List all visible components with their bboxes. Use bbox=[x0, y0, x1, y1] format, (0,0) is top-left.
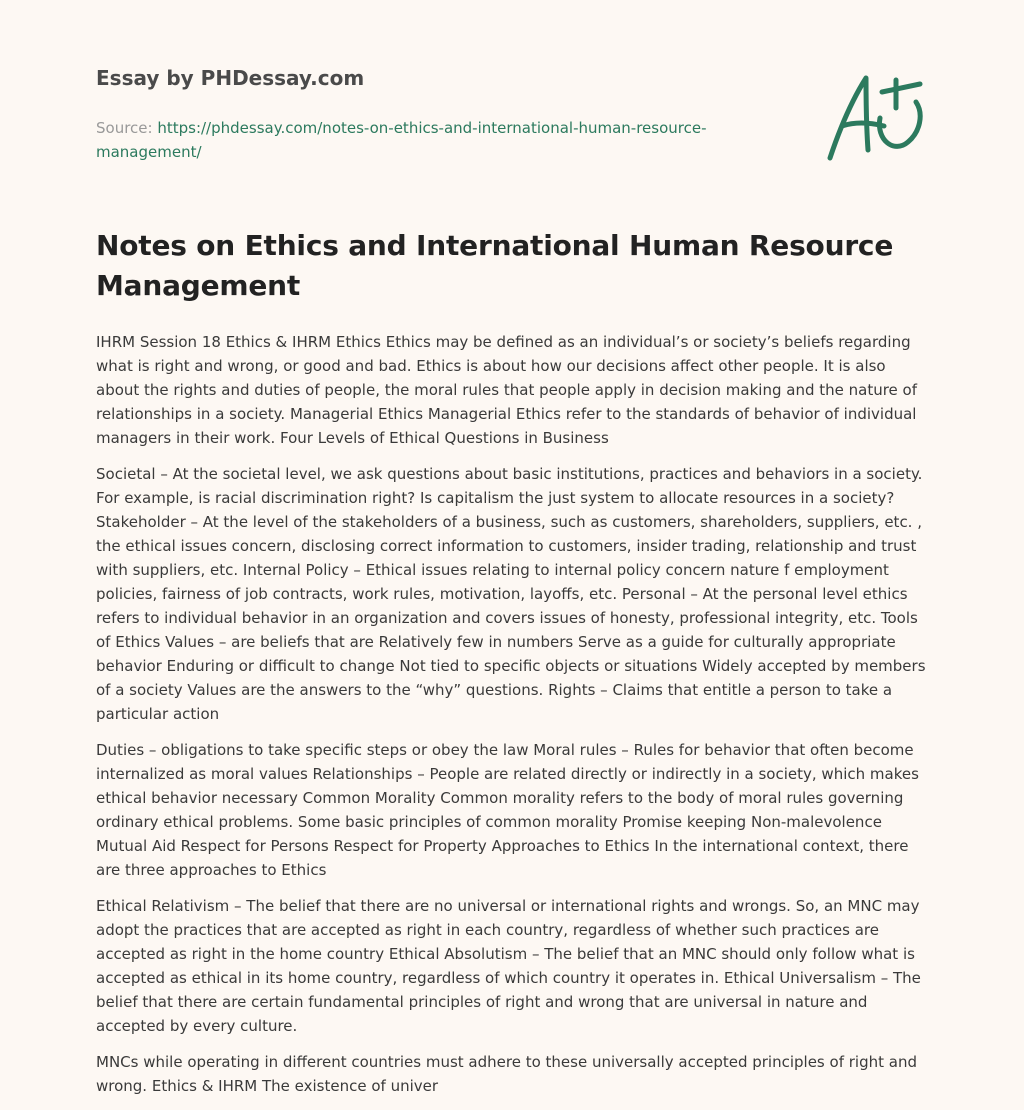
a-plus-logo-icon bbox=[822, 66, 932, 166]
essay-body bbox=[96, 226, 932, 1110]
essay-title: Notes on Ethics and International Human Resource Management bbox=[96, 229, 894, 302]
essay-paragraph: Societal – At the societal level, we ask questions about basic institutions, practices and behaviors in a society. For example, is racial discrimination right? Is capitalism the just system to allocate resources in a society? Stakeholder – At the level of the stakeholders of a business, such as customers, shareholders, suppliers, etc. , the ethical issues concern, disclosing correct information to customers, insider trading, relationship and trust with suppliers, etc. Internal Policy – Ethical issues relating to internal policy concern nature f employment policies, fairness of job contracts, work rules, motivation, layoffs, etc. Personal – At the personal level ethics refers to individual behavior in an organization and covers issues of honesty, professional integrity, etc. Tools of Ethics Values – are beliefs that are Relatively few in numbers Serve as a guide for culturally appropriate behavior Enduring or difficult to change Not tied to specific objects or situations Widely accepted by members of a society Values are the answers to the “why” questions. Rights – Claims that entitle a person to take a particular action bbox=[96, 465, 926, 723]
essay-paragraph: IHRM Session 18 Ethics & IHRM Ethics Ethics may be defined as an individual’s or society’s beliefs regarding what is right and wrong, or good and bad. Ethics is about how our decisions affect other people. It is also about the rights and duties of people, the moral rules that people apply in decision making and the nature of relationships in a society. Managerial Ethics Managerial Ethics refer to the standards of behavior of individual managers in their work. Four Levels of Ethical Questions in Business bbox=[96, 333, 918, 447]
source-label: Source: bbox=[96, 119, 158, 137]
essay-paragraph: Duties – obligations to take specific steps or obey the law Moral rules – Rules for behavior that often become internalized as moral values Relationships – People are related directly or indirectly in a society, which makes ethical behavior necessary Common Morality Common morality refers to the body of moral rules governing ordinary ethical problems. Some basic principles of common morality Promise keeping Non-malevolence Mutual Aid Respect for Persons Respect for Property Approaches to Ethics In the international context, there are three approaches to Ethics bbox=[96, 741, 919, 879]
page-header bbox=[96, 64, 736, 164]
source-line bbox=[96, 116, 736, 164]
source-link[interactable]: https://phdessay.com/notes-on-ethics-and-international-human-resource-management/ bbox=[96, 119, 707, 161]
essay-paragraph: MNCs while operating in different countries must adhere to these universally accepted principles of right and wrong. Ethics & IHRM The existence of univer bbox=[96, 1053, 917, 1095]
essay-paragraph: Ethical Relativism – The belief that there are no universal or international rights and wrongs. So, an MNC may adopt the practices that are accepted as right in each country, regardless of whether such practices are accepted as right in the home country Ethical Absolutism – The belief that an MNC should only follow what is accepted as ethical in its home country, regardless of which country it operates in. Ethical Universalism – The belief that there are certain fundamental principles of right and wrong that are universal in nature and accepted by every culture. bbox=[96, 897, 921, 1035]
site-title: Essay by PHDessay.com bbox=[96, 66, 365, 90]
